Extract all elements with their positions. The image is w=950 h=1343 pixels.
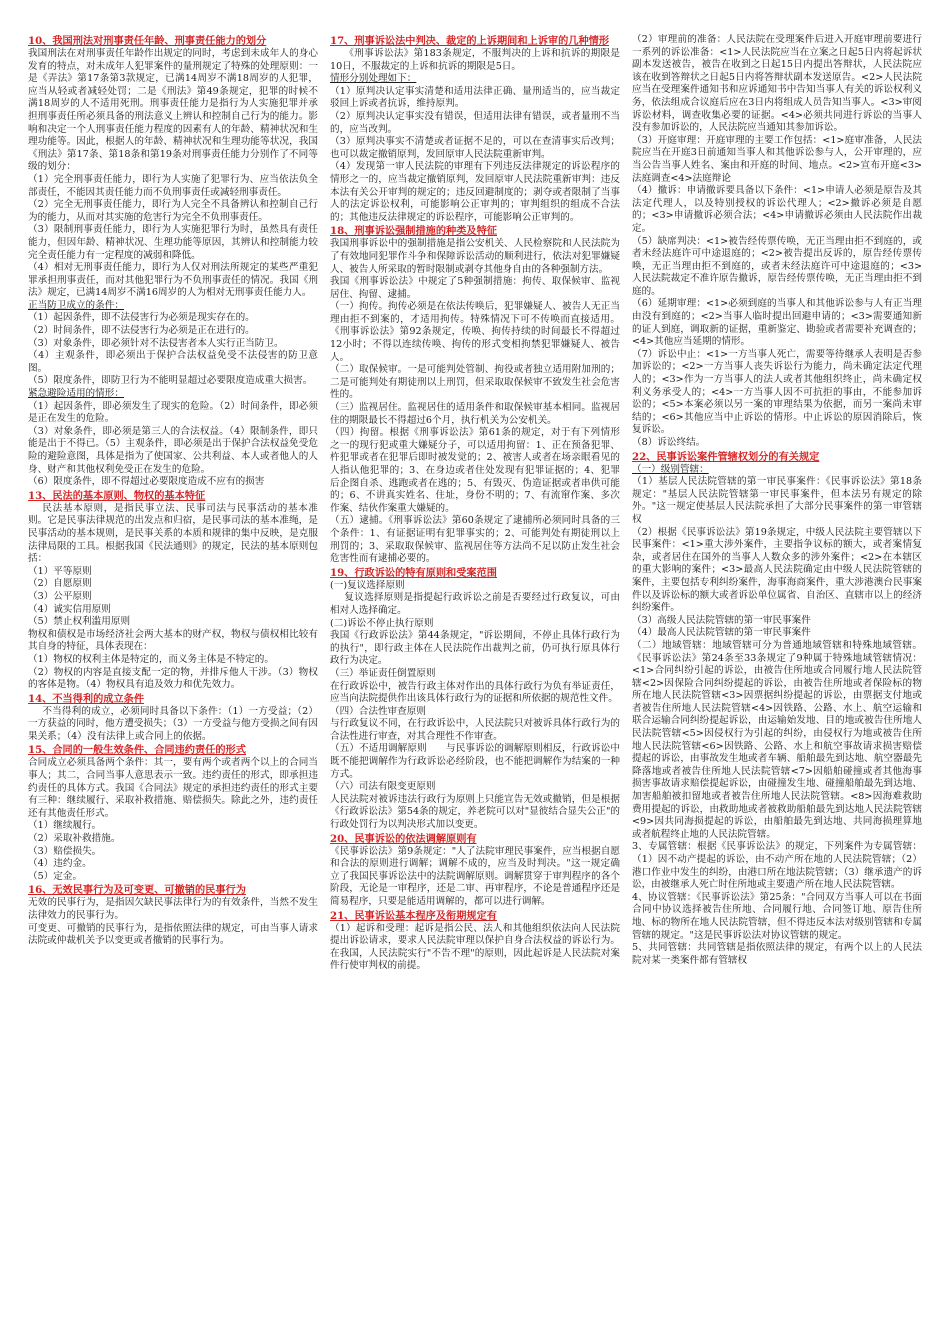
paragraph: （2）审理前的准备：人民法院在受理案件后进入开庭审理前要进行一系列的诉讼准备：<1>人民法院应当在立案之日起5日内将起诉状副本发送被告，被告在收到之日起15日内提出答辩状，人民法院应该在收到答辩状之日起5日内将答辩状副本发送原告。<2>人民法院应当在受理案件通知书和应诉通知书中告知当事人有关的诉讼权利义务，依法组成合议庭后应在3日内将组成人员告知当事人。<3>审阅诉讼材料，调查收集必要的证据。<4>必须共同进行诉讼的当事人没有参加诉讼的，人民法院应当通知其参加诉讼。 — [632, 34, 922, 134]
paragraph: （2）完全无刑事责任能力，即行为人完全不具备辨认和控制自己行为的能力，从而对其实施的危害行为完全不负刑事责任。 — [28, 199, 318, 223]
paragraph: （6）限度条件，即不得超过必要限度造成不应有的损害 — [28, 476, 265, 488]
paragraph: （6）延期审理：<1>必须到庭的当事人和其他诉讼参与人有正当理由没有到庭的；<2>当事人临时提出回避申请的；<3>需要通知新的证人到庭，调取新的证据，重新鉴定、勘验或者需要补充调查的；<4>其他应当延期的情形。 — [632, 298, 922, 348]
paragraph: （二）取保候审。一是可能判处管制、拘役或者独立适用附加刑的；二是可能判处有期徒刑以上刑罚，但采取取保候审不致发生社会危害性的。 — [330, 364, 620, 401]
paragraph: 可变更、可撤销的民事行为，是指依照法律的规定，可由当事人请求法院或仲裁机关予以变更或者撤销的民事行为。 — [28, 922, 318, 947]
paragraph: （3）开庭审理：开庭审理的主要工作包括：<1>庭审准备，人民法院应当在开庭3日前通知当事人和其他诉讼参与人，公开审理的，应当公告当事人姓名、案由和开庭的时间、地点。<2>宣布开庭<3>法庭调查<4>法庭辩论 — [632, 134, 922, 184]
paragraph: （8）诉讼终结。 — [632, 437, 706, 448]
paragraph: 5、共同管辖：共同管辖是指依照法律的规定，有两个以上的人民法院对某一类案件都有管辖权 — [632, 942, 922, 966]
section-18 — [330, 225, 620, 565]
paragraph: （1）起诉和受理：起诉是指公民、法人和其他组织依法向人民法院提出诉讼请求，要求人民法院审理以保护自身合法权益的诉讼行为。在我国，人民法院实行"不告不理"的原则，因此起诉是人民法院对案件行使审判权的前提。 — [330, 922, 620, 972]
paragraph: （3）公平原则 — [28, 590, 92, 602]
paragraph: （2）原判决认定事实没有错误，但适用法律有错误，或者量刑不当的，应当改判。 — [330, 110, 620, 135]
paragraph: （2）物权的内容是直接支配一定的物，并排斥他人干涉。（3）物权的客体是物。（4）物权具有追及效力和优先效力。 — [28, 666, 318, 691]
paragraph: （2）采取补救措施。 — [28, 833, 121, 845]
paragraph: 《刑事诉讼法》第183条规定，不服判决的上诉和抗诉的期限是10日，不服裁定的上诉和抗诉的期限是5日。 — [330, 48, 620, 72]
section-13 — [28, 490, 318, 692]
paragraph: （1）完全刑事责任能力，即行为人实施了犯罪行为、应当依法负全部责任，不能因其责任能力而不负刑事责任或减轻刑事责任。 — [28, 173, 318, 198]
section-17 — [330, 35, 620, 224]
paragraph: （四）拘留。根据《刑事诉讼法》第61条的规定，对于有下列情形之一的现行犯或重大嫌疑分子，可以适用拘留：1、正在预备犯罪、杵犯罪或者在犯罪后即时被发觉的；2、被害人或者在场亲眼看见的人指认他犯罪的；3、在身边或者住处发现有犯罪证据的；4、犯罪后企图自杀、逃跑或者在逃的；5、有毁灭、伪造证据或者串供可能的；6、不讲真实姓名、住址，身份不明的；7、有流窜作案、多次作案、结伙作案重大嫌疑的。 — [330, 427, 620, 514]
paragraph: （4）相对无刑事责任能力，即行为人仅对刑法所规定的某些严重犯罪承担刑事责任，而对其他犯罪行为不负刑事责任的情况。我国《刑法》规定，已满14周岁不满16周岁的人为相对无刑事责任能力人。 — [28, 262, 318, 299]
paragraph: 我国刑法在对刑事责任年龄作出规定的同时，考虑到未成年人的身心发育的特点，对未成年人犯罪案件的量刑规定了特殊的处理原则：一是《弄法》第17条第3款规定，已满14周岁不满18周岁的人犯罪，应当从轻或者减轻处罚；二是《刑法》第49条规定，犯罪的时候不满18周岁的人不适用死刑。刑事责任能力是指行为人实施犯罪并承担刑事责任所必须具备的刑法意义上辨认和控制自己行为的能力。影响和决定一个人刑事责任能力程度的因素有人的年龄、精神状况和生理功能等。因此，根据人的年龄、精神状况和生理功能等状况，我国《刑法》第17条、第18条和第19条对刑事责任能力分别作了不同等级的划分： — [28, 48, 318, 173]
paragraph: （3）原判决事实不清楚或者证据不足的，可以在查清事实后改判；也可以裁定撤销原判，发回原审人民法院重新审判。 — [330, 136, 620, 160]
section-heading: 14、不当得利的成立条件 — [28, 692, 145, 705]
section-heading: 15、合同的一般生效条件、合同违约责任的形式 — [28, 744, 246, 757]
section-16 — [28, 884, 318, 947]
paragraph: 正当防卫成立的条件： — [28, 299, 124, 311]
paragraph: 物权和债权是市场经济社会两大基本的财产权，物权与债权相比较有其自身的特征，具体表现在： — [28, 628, 318, 653]
paragraph: （5）定金。 — [28, 870, 83, 882]
paragraph: (二)诉讼不停止执行原则 — [330, 617, 434, 629]
paragraph: （2）时间条件，即不法侵害行为必须是正在进行的。 — [28, 325, 255, 337]
paragraph: 人民法院对被诉违法行政行为原则上只能宣告无效或撤销，但是根据《行政诉讼法》第54条的规定，养老院可以对"显彼结合显失公正"的行政处罚行为以判决形式加以变更。 — [330, 793, 620, 831]
paragraph: （1）平等原则 — [28, 565, 92, 577]
section-heading: 19、行政诉讼的特有原则和受案范围 — [330, 566, 497, 579]
paragraph: （1）起因条件，即必须发生了现实的危险。（2）时间条件，即必须是正在发生的危险。 — [28, 400, 318, 425]
paragraph: （5）限度条件，即防卫行为不能明显超过必要限度造成重大损害。 — [28, 375, 313, 387]
paragraph: 紧急避险适用的情形： — [28, 388, 124, 400]
paragraph: 民法基本原则，是指民事立法、民事司法与民事活动的基本准则。它是民事法律规范的出发点和归宿，是民事司法的基本准绳，是民事活动的基本规则，是民事关系的本质和规律的集中反映，是克服法律局限的工具。根据我国《民法通则》的规定，民法的基本原则包括： — [28, 502, 318, 565]
paragraph: 合同成立必须具备两个条件：其一，要有两个或者两个以上的合同当事人；其二，合同当事人意思表示一致。违约责任的形式，即承担违约责任的具体方式。我国《合同法》规定的承担违约责任的形式主要有三种：继续履行、采取补救措施、赔偿损失。除此之外，违约责任还有其他责任形式。 — [28, 757, 318, 819]
paragraph: （3）对象条件，即必须是第三人的合法权益。（4）限制条件，即只能是出于不得已。（5）主观条件，即必须是出于保护合法权益免受危险的避险意图，具体是指为了使国家、公共利益、本人或者他人的人身、财产和其他权利免受正在发生的危险。 — [28, 425, 318, 475]
paragraph: （7）诉讼中止：<1>一方当事人死亡，需要等待继承人表明是否参加诉讼的；<2>一方当事人丧失诉讼行为能力，尚未确定法定代理人的；<3>作为一方当事人的法人或者其他组织终止，尚未确定权利义务承受人的；<4>一方当事人因不可抗拒的事由，不能参加诉讼的；<5>本案必须以另一案的审理结果为依据，而另一案尚未审结的；<6>其他应当中止诉讼的情形。中止诉讼的原因消除后，恢复诉讼。 — [632, 348, 922, 436]
paragraph: （二）地域管辖：地域管辖可分为普通地域管辖和特殊地域管辖。《民事诉讼法》第24条至33条规定了9种属于特殊地域管辖情况：<1>合同纠纷引起的诉讼，由被告住所地或合同履行地人民法院管辖<2>因保险合同纠纷提起的诉讼，由被告住所地或者保险标的物所在地人民法院管辖<3>因票据纠纷提起的诉讼，由票据支付地或者被告住所地人民法院管辖<4>因铁路、公路、水上、航空运输和联合运输合同纠纷提起诉讼，由运输始发地、目的地或被告住所地人民法院管辖<5>因侵权行为引起的纠纷，由侵权行为地或被告住所地人民法院管辖<6>因铁路、公路、水上和航空事故请求损害赔偿提起的诉讼，由事故发生地或者车辆、船舶最先到达地、航空器最先降落地或者被告住所地人民法院管辖<7>因船舶碰撞或者其他海事损害事故请求赔偿提起诉讼，由碰撞发生地、碰撞船舶最先到达地、加害船舶被扣留地或者被告住所地人民法院管辖。<8>因海难救助费用提起的诉讼，由救助地或者被救助船舶最先到达地人民法院管辖<9>因共同海损提起的诉讼，由船舶最先到达地、共同海损理算地或者航程终止地的人民法院管辖。 — [632, 639, 922, 840]
section-22 — [632, 451, 922, 968]
paragraph: 在行政诉讼中，被告行政主体对作出的具体行政行为负有举证责任，应当向法院提供作出该具体行政行为的证据和所依据的规范性文件。 — [330, 680, 620, 705]
paragraph: （五）逮捕。《刑事诉讼法》第60条规定了逮捕所必须同时具备的三个条件：1、有证据证明有犯罪事实的；2、可能判处有期徒刑以上刑罚的；3、采取取保候审、监视居住等方法尚不足以防止发生社会危害性而有逮捕必要的。 — [330, 515, 620, 565]
section-21-continued — [632, 34, 922, 450]
section-14 — [28, 693, 318, 744]
paragraph: 不当得利的成立，必须同时具备以下条件：（1）一方受益；（2）一方获益的同时，他方遭受损失；（3）一方受益与他方受损之间有因果关系；（4）没有法律上或合同上的依据。 — [28, 705, 318, 742]
paragraph: （六）司法有限变更原则 — [330, 781, 436, 793]
paragraph: 无效的民事行为，是指因欠缺民事法律行为的有效条件，当然不发生法律效力的民事行为。 — [28, 897, 318, 921]
paragraph: （1）基层人民法院管辖的第一审民事案件：《民事诉讼法》第18条规定："基层人民法院管辖第一审民事案件，但本法另有规定的除外。"这一规定使基层人民法院承担了大部分民事案件的第一审管辖权 — [632, 476, 922, 525]
section-20 — [330, 833, 620, 909]
paragraph: （1）物权的权利主体是特定的，而义务主体是不特定的。 — [28, 653, 274, 665]
paragraph: （一）级别管辖： — [632, 463, 709, 475]
section-heading: 20、民事诉讼的依法调解原则有 — [330, 832, 477, 845]
paragraph: （4）最高人民法院管辖的第一审民事案件 — [632, 627, 811, 639]
paragraph: （4）主观条件，即必须出于保护合法权益免受不法侵害的防卫意图。 — [28, 350, 318, 374]
column-3 — [632, 34, 922, 1324]
paragraph: (一)复议选择原则 — [330, 579, 405, 591]
paragraph: （2）自愿原则 — [28, 578, 92, 590]
paragraph: 《民事诉讼法》第9条规定："人了法院审理民事案件，应当根据自愿和合法的原则进行调解；调解不成的，应当及时判决。"这一规定确立了我国民事诉讼法中的法院调解原则。调解贯穿于审判程序的各个阶段，无论是一审程序，还是二审、再审程序，不论是普通程序还是简易程序，只要是能适用调解的，都可以进行调解。 — [330, 845, 620, 907]
section-21 — [330, 910, 620, 973]
paragraph: （5）禁止权利滥用原则 — [28, 616, 131, 628]
section-10 — [28, 35, 318, 489]
paragraph: （1）起因条件，即不法侵害行为必须是现实存在的。 — [28, 312, 255, 324]
column-1 — [28, 34, 318, 1324]
section-heading: 16、无效民事行为及可变更、可撤销的民事行为 — [28, 884, 246, 897]
paragraph: （2）根据《民事诉讼法》第19条规定，中级人民法院主要管辖以下民事案件：<1>重大涉外案件，主要指争议标的额大，或者案情复杂，或者居住在国外的当事人人数众多的涉外案件；<2>在本辖区的重大影响的案件；<3>最高人民法院确定由中级人民法院管辖的案件，主要包括专利纠纷案件，海事海商案件，重大涉港澳台民事案件以及诉讼标的额大或者诉讼单位属省、自治区、直辖市以上的经济纠纷案件。 — [632, 526, 922, 614]
section-heading: 13、民法的基本原则、物权的基本特征 — [28, 489, 206, 502]
paragraph: （1）原判决认定事实清楚和适用法律正确、量刑适当的，应当裁定驳回上诉或者抗诉，维持原判。 — [330, 85, 620, 110]
paragraph: （4）发现第一审人民法院的审理有下列违反法律规定的诉讼程序的情形之一的，应当裁定撤销原判，发回原审人民法院重新审判：违反本法有关公开审判的规定的；违反回避制度的；剥夺或者限制了当事人的法定诉讼权利，可能影响公正审判的；审判组织的组成不合法的；其他违反法律规定的诉讼程序，可能影响公正审判的。 — [330, 161, 620, 223]
document-page — [28, 34, 922, 1324]
paragraph: （一）拘传。拘传必须是在依法传唤后，犯罪嫌疑人、被告人无正当理由拒不到案的，才适用拘传。特殊情况下可不传唤而直接适用。《刑事诉讼法》第92条规定，传唤、拘传持续的时间最长不得超过12小时；不得以连续传唤、拘传的形式变相拘禁犯罪嫌疑人、被告人。 — [330, 301, 620, 363]
paragraph: 情形分别处理如下： — [330, 73, 417, 85]
paragraph: 我国刑事诉讼中的强制措施是指公安机关、人民检察院和人民法院为了有效地同犯罪作斗争和保障诉讼活动的顺利进行，依法对犯罪嫌疑人、被告人所采取的暂时限制或剥夺其他身自由的各种强制方法。 — [330, 238, 620, 275]
paragraph: （5）缺席判决：<1>被告经传票传唤，无正当理由拒不到庭的，或者未经法庭许可中途退庭的；<2>被告提出反诉的，原告经传票传唤，无正当理由拒不到庭的，或者未经法庭许可中途退庭的；<3>人民法院裁定不准许原告撤诉，原告经传票传唤，无正当理由拒不到庭的。 — [632, 235, 922, 297]
paragraph: （3）对象条件，即必须针对不法侵害者本人实行正当防卫。 — [28, 337, 284, 349]
section-heading: 10、我国刑法对刑事责任年龄、刑事责任能力的划分 — [28, 35, 267, 47]
paragraph: 与行政复议不同，在行政诉讼中，人民法院只对被诉具体行政行为的合法性进行审查，对其合理性不作审查。 — [330, 718, 620, 742]
paragraph: （3）赔偿损失。 — [28, 845, 102, 857]
paragraph: （1）继续履行。 — [28, 820, 102, 832]
paragraph: （4）诚实信用原则 — [28, 603, 111, 615]
paragraph: （三）举证责任倒置原则 — [330, 667, 436, 679]
paragraph: （五）不适用调解原则 与民事诉讼的调解原则相反，行政诉讼中既不能把调解作为行政诉讼必经阶段，也不能把调解作为结案的一种方式。 — [330, 743, 620, 780]
paragraph: 3、专属管辖：根据《民事诉讼法》的规定，下列案件为专属管辖：（1）因不动产提起的诉讼，由不动产所在地的人民法院管辖；（2）港口作业中发生的纠纷，由港口所在地法院管辖；（3）继承遗产的诉讼，由被继承人死亡时住所地或主要遗产所在地人民法院管辖。 — [632, 841, 922, 891]
section-heading: 18、刑事诉讼强制措施的种类及特征 — [330, 225, 497, 238]
section-heading: 21、民事诉讼基本程序及衔期规定有 — [330, 909, 497, 922]
section-heading: 17、刑事诉讼法中判决、裁定的上诉期间和上诉审的几种情形 — [330, 35, 610, 47]
paragraph: （3）限制刑事责任能力，即行为人实施犯罪行为时，虽然具有责任能力，但因年龄、精神状况、生理功能等原因，其辨认和控制能力较完全责任能力有一定程度的减弱和降低。 — [28, 224, 318, 261]
paragraph: （4）违约金。 — [28, 858, 92, 870]
paragraph: （三）监视居住。监视居住的适用条件和取保候审基本相同。监视居住的期限最长不得超过6个月，执行机关为公安机关。 — [330, 402, 620, 426]
paragraph: （4）撤诉：申请撤诉要具备以下条件：<1>申请人必须是原告及其法定代理人，以及特别授权的诉讼代理人；<2>撤诉必须是自愿的；<3>申请撤诉必须合法；<4>申请撤诉必须由人民法院作出裁定。 — [632, 185, 922, 234]
paragraph: （3）高级人民法院管辖的第一审民事案件 — [632, 614, 811, 626]
section-19 — [330, 567, 620, 832]
section-15 — [28, 744, 318, 883]
paragraph: 我国《行政诉讼法》第44条规定，"诉讼期间，不停止具体行政行为的执行"，即行政主体在人民法院作出裁判之前，仍可执行原具体行政行为决定。 — [330, 630, 620, 667]
paragraph: 4、协议管辖：《民事诉讼法》第25条："合同双方当事人可以在书面合同中协议选择被告住所地、合同履行地、合同签订地、原告住所地、标的物所在地人民法院管辖，但不得违反本法对级别管辖和专属管辖的规定。"这是民事诉讼法对协议管辖的规定。 — [632, 891, 922, 941]
section-heading: 22、民事诉讼案件管辖权划分的有关规定 — [632, 450, 820, 463]
paragraph: （四）合法性审查原则 — [330, 705, 426, 717]
paragraph: 我国《刑事诉讼法》中规定了5种强制措施：拘传、取保候审、监视居住、拘留、逮捕。 — [330, 276, 620, 300]
paragraph: 复议选择原则是指提起行政诉讼之前是否要经过行政复议，可由相对人选择确定。 — [330, 592, 620, 616]
column-2 — [330, 34, 620, 1324]
